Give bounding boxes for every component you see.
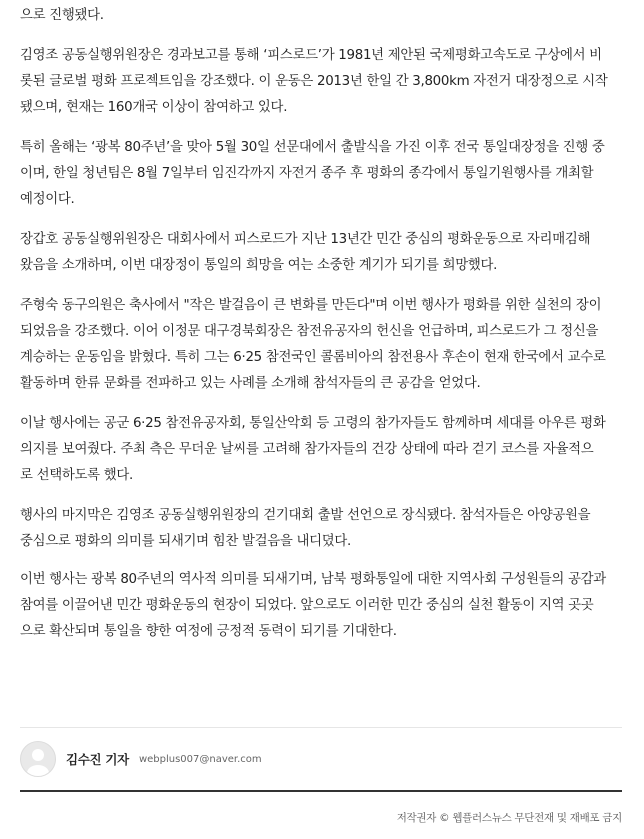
text-line: 됐으며, 현재는 160개국 이상이 참여하고 있다.	[20, 100, 288, 115]
reporter-byline	[20, 741, 262, 777]
byline-bottom-divider	[20, 790, 622, 792]
paragraph-2	[20, 43, 608, 121]
text-line: 계승하는 운동임을 밝혔다. 특히 그는 6·25 참전국인 콜롬비아의 참전용사 후손이 현재 한국에서 교수로	[20, 350, 606, 365]
text-line: 롯된 글로벌 평화 프로젝트임을 강조했다. 이 운동은 2013년 한일 간 3,800km 자전거 대장정으로 시작	[20, 74, 608, 89]
text-line: 장갑호 공동실행위원장은 대회사에서 피스로드가 지난 13년간 민간 중심의 평화운동으로 자리매김해	[20, 232, 591, 247]
paragraph-5	[20, 293, 605, 397]
text-line: 이며, 한일 청년팀은 8월 7일부터 임진각까지 자전거 종주 후 평화의 종각에서 통일기원행사를 개최할	[20, 166, 594, 181]
text-line: 로 선택하도록 했다.	[20, 468, 133, 483]
paragraph-7	[20, 503, 590, 555]
copyright-notice: 저작권자 © 웹플러스뉴스 무단전재 및 재배포 금지	[396, 812, 622, 824]
text-line: 으로 진행됐다.	[20, 8, 104, 23]
text-line: 활동하며 한류 문화를 전파하고 있는 사례를 소개해 참석자들의 큰 공감을 얻었다.	[20, 376, 481, 391]
text-line: 행사의 마지막은 김영조 공동실행위원장의 걷기대회 출발 선언으로 장식됐다. 참석자들은 아양공원을	[20, 508, 591, 523]
reporter-name[interactable]: 김수진 기자	[66, 752, 129, 767]
text-line: 되었음을 강조했다. 이어 이정문 대구경북회장은 참전유공자의 헌신을 언급하며, 피스로드가 그 정신을	[20, 324, 599, 339]
paragraph-3	[20, 135, 605, 213]
byline-top-divider	[20, 727, 622, 728]
text-line: 왔음을 소개하며, 이번 대장정이 통일의 희망을 여는 소중한 계기가 되기를 희망했다.	[20, 258, 498, 273]
user-avatar-icon	[20, 741, 56, 777]
text-line: 으로 확산되며 통일을 향한 여정에 긍정적 동력이 되기를 기대한다.	[20, 624, 397, 639]
text-line: 중심으로 평화의 의미를 되새기며 힘찬 발걸음을 내디뎠다.	[20, 534, 351, 549]
text-line: 의지를 보여줬다. 주최 측은 무더운 날씨를 고려해 참가자들의 건강 상태에 따라 걷기 코스를 자율적으	[20, 442, 594, 457]
text-line: 특히 올해는 ‘광복 80주년’을 맞아 5월 30일 선문대에서 출발식을 가진 이후 전국 통일대장정을 진행 중	[20, 140, 605, 155]
paragraph-8	[20, 567, 606, 645]
paragraph-4	[20, 227, 590, 279]
text-line: 예정이다.	[20, 192, 75, 207]
paragraph-1	[20, 3, 104, 29]
reporter-email[interactable]: webplus007@naver.com	[138, 753, 262, 765]
text-line: 이날 행사에는 공군 6·25 참전유공자회, 통일산악회 등 고령의 참가자들도 함께하며 세대를 아우른 평화	[20, 416, 606, 431]
text-line: 주형숙 동구의원은 축사에서 "작은 발걸음이 큰 변화를 만든다"며 이번 행사가 평화를 위한 실천의 장이	[20, 298, 602, 313]
text-line: 참여를 이끌어낸 민간 평화운동의 현장이 되었다. 앞으로도 이러한 민간 중심의 실천 활동이 지역 곳곳	[20, 598, 594, 613]
paragraph-6	[20, 411, 605, 489]
text-line: 이번 행사는 광복 80주년의 역사적 의미를 되새기며, 남북 평화통일에 대한 지역사회 구성원들의 공감과	[20, 572, 606, 587]
text-line: 김영조 공동실행위원장은 경과보고를 통해 ‘피스로드’가 1981년 제안된 국제평화고속도로 구상에서 비	[20, 48, 602, 63]
